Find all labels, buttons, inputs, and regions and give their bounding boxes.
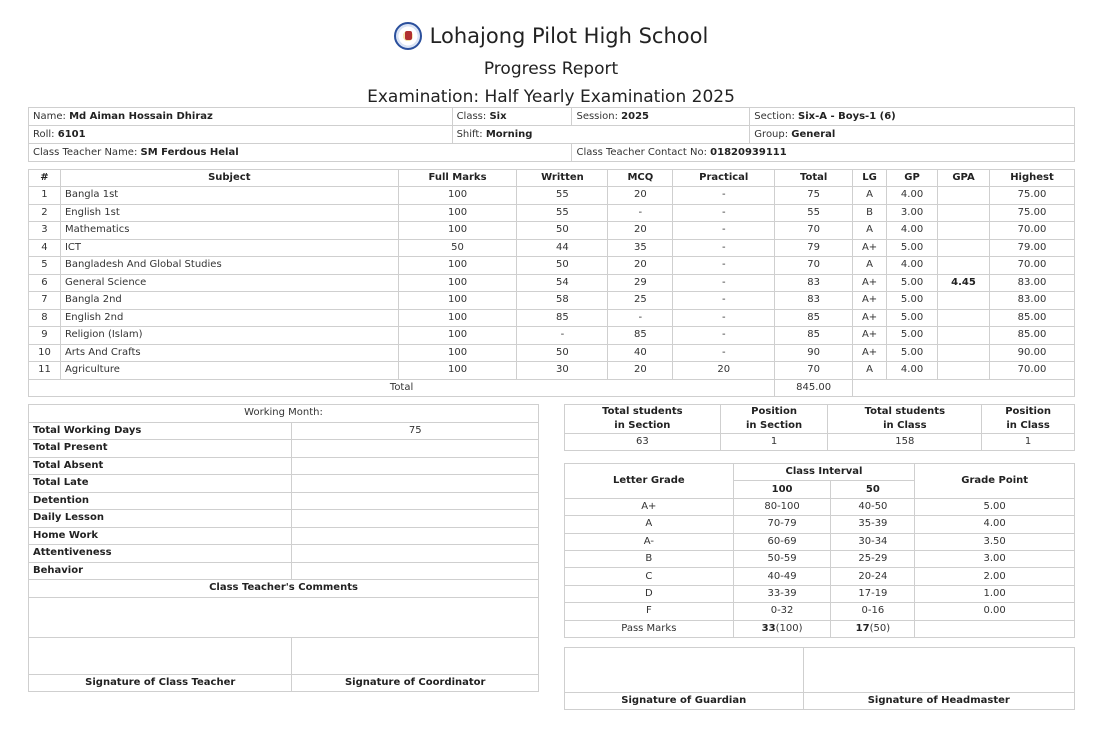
table-cell [938, 362, 990, 380]
grade-cell: 3.00 [915, 550, 1075, 567]
pass-marks-100: 33(100) [733, 620, 831, 637]
table-row [29, 292, 1075, 310]
table-cell [938, 344, 990, 362]
title-row [0, 18, 1102, 54]
comments-box [29, 597, 539, 637]
table-cell: 20 [608, 222, 673, 240]
table-cell: 100 [398, 274, 517, 292]
table-cell: 4.00 [887, 362, 938, 380]
teacher-signature-box [29, 637, 292, 674]
report-title: Progress Report [483, 59, 619, 79]
table-row [29, 327, 1075, 345]
guardian-signature-label: Signature of Guardian [565, 693, 804, 710]
table-cell [938, 204, 990, 222]
table-cell: - [673, 222, 775, 240]
table-cell [938, 292, 990, 310]
table-cell: 75 [775, 187, 853, 205]
grade-cell: 50-59 [733, 550, 831, 567]
signature-label-row [29, 674, 539, 692]
grade-point-header: Grade Point [915, 464, 1075, 499]
marks-header-6: Total [775, 170, 853, 187]
grade-cell: 3.50 [915, 533, 1075, 550]
table-cell: 3.00 [887, 204, 938, 222]
table-cell: 10 [29, 344, 61, 362]
attendance-label: Total Present [29, 440, 292, 458]
roll-cell: Roll: 6101 [29, 126, 453, 144]
table-cell: 20 [608, 187, 673, 205]
marks-header-1: Subject [60, 170, 398, 187]
attendance-table [28, 404, 539, 692]
grade-cell: 0-32 [733, 603, 831, 620]
table-cell: 58 [517, 292, 608, 310]
marks-header-9: GPA [938, 170, 990, 187]
signature-space-row [29, 637, 539, 674]
marks-table [28, 169, 1075, 397]
report-header [0, 18, 1102, 108]
table-cell: 50 [517, 257, 608, 275]
table-cell: 85 [775, 309, 853, 327]
position-value: 1 [720, 434, 828, 451]
marks-header-10: Highest [989, 170, 1074, 187]
guardian-headmaster-signatures [564, 647, 1075, 710]
attendance-value [292, 510, 539, 528]
table-cell: - [673, 274, 775, 292]
pass-marks-label: Pass Marks [565, 620, 734, 637]
attendance-label: Total Absent [29, 457, 292, 475]
grade-cell: 0-16 [831, 603, 915, 620]
table-cell: 70.00 [989, 362, 1074, 380]
table-cell: 40 [608, 344, 673, 362]
total-label: Total [29, 379, 775, 397]
table-cell: 5.00 [887, 344, 938, 362]
table-cell: 29 [608, 274, 673, 292]
attendance-row [29, 475, 539, 493]
table-cell: 5.00 [887, 309, 938, 327]
teacher-signature-label: Signature of Class Teacher [29, 674, 292, 692]
marks-header-4: MCQ [608, 170, 673, 187]
info-row [29, 108, 1075, 126]
table-cell: 4.00 [887, 222, 938, 240]
table-cell: 5.00 [887, 327, 938, 345]
table-cell [938, 187, 990, 205]
table-cell: 20 [673, 362, 775, 380]
table-cell: A+ [853, 239, 887, 257]
guardian-signature-box [565, 648, 804, 693]
table-cell: 54 [517, 274, 608, 292]
attendance-row [29, 545, 539, 563]
grade-row [565, 568, 1075, 585]
attendance-value [292, 475, 539, 493]
attendance-value: 75 [292, 422, 539, 440]
table-cell: 70.00 [989, 222, 1074, 240]
table-cell: 5 [29, 257, 61, 275]
comments-area [29, 597, 539, 637]
table-cell: 44 [517, 239, 608, 257]
table-cell: 35 [608, 239, 673, 257]
school-crest-icon [394, 22, 422, 50]
comments-header-row [29, 580, 539, 598]
position-header: Total students in Class [828, 405, 982, 434]
grade-cell: 25-29 [831, 550, 915, 567]
coordinator-signature-label: Signature of Coordinator [292, 674, 539, 692]
info-row [29, 144, 1075, 162]
table-row [29, 204, 1075, 222]
table-cell: A [853, 362, 887, 380]
table-cell: Bangla 2nd [60, 292, 398, 310]
table-cell: A [853, 222, 887, 240]
table-cell: 83.00 [989, 292, 1074, 310]
group-cell: Group: General [750, 126, 1075, 144]
table-row [29, 344, 1075, 362]
table-cell: 5.00 [887, 292, 938, 310]
grade-cell: 70-79 [733, 516, 831, 533]
table-cell: - [673, 327, 775, 345]
marks-header-8: GP [887, 170, 938, 187]
attendance-row [29, 457, 539, 475]
grade-cell: F [565, 603, 734, 620]
table-cell [938, 309, 990, 327]
grade-cell: 2.00 [915, 568, 1075, 585]
table-cell [938, 257, 990, 275]
position-header: Position in Class [982, 405, 1075, 434]
table-cell: English 1st [60, 204, 398, 222]
pass-marks-empty [915, 620, 1075, 637]
position-value: 158 [828, 434, 982, 451]
table-cell: - [673, 292, 775, 310]
attendance-value [292, 562, 539, 580]
table-cell: - [673, 239, 775, 257]
marks-header-7: LG [853, 170, 887, 187]
table-cell: B [853, 204, 887, 222]
table-cell: A+ [853, 344, 887, 362]
table-cell: 100 [398, 292, 517, 310]
total-value: 845.00 [775, 379, 853, 397]
table-cell: - [673, 309, 775, 327]
table-cell: 5.00 [887, 239, 938, 257]
grade-cell: 30-34 [831, 533, 915, 550]
table-cell: - [673, 257, 775, 275]
attendance-value [292, 527, 539, 545]
student-name-cell: Name: Md Aiman Hossain Dhiraz [29, 108, 453, 126]
table-row [29, 274, 1075, 292]
table-cell: 85.00 [989, 327, 1074, 345]
table-cell: Agriculture [60, 362, 398, 380]
table-cell: 90 [775, 344, 853, 362]
grade-cell: 60-69 [733, 533, 831, 550]
section-cell: Section: Six-A - Boys-1 (6) [750, 108, 1075, 126]
table-cell: 4.00 [887, 187, 938, 205]
working-month-label: Working Month: [29, 405, 539, 423]
table-cell: - [673, 187, 775, 205]
table-cell [938, 327, 990, 345]
grade-cell: A- [565, 533, 734, 550]
grade-cell: 40-50 [831, 498, 915, 515]
table-cell: A+ [853, 292, 887, 310]
session-cell: Session: 2025 [572, 108, 750, 126]
total-empty-cell [853, 379, 1075, 397]
table-cell: - [608, 204, 673, 222]
shift-cell: Shift: Morning [452, 126, 750, 144]
signature-space-row [565, 648, 1075, 693]
table-cell: English 2nd [60, 309, 398, 327]
attendance-row [29, 527, 539, 545]
coordinator-signature-box [292, 637, 539, 674]
grade-cell: A [565, 516, 734, 533]
table-cell: - [517, 327, 608, 345]
table-cell [938, 222, 990, 240]
table-cell: A [853, 187, 887, 205]
position-header: Total students in Section [565, 405, 721, 434]
attendance-row [29, 440, 539, 458]
table-cell: 100 [398, 222, 517, 240]
attendance-label: Detention [29, 492, 292, 510]
attendance-value [292, 492, 539, 510]
interval-50-header: 50 [831, 481, 915, 498]
table-cell: 50 [517, 344, 608, 362]
attendance-label: Daily Lesson [29, 510, 292, 528]
attendance-label: Total Late [29, 475, 292, 493]
grade-row [565, 550, 1075, 567]
marks-header-row [29, 170, 1075, 187]
position-header-row [565, 405, 1075, 434]
attendance-row [29, 562, 539, 580]
table-cell: 85 [775, 327, 853, 345]
grade-row [565, 533, 1075, 550]
table-cell: 4 [29, 239, 61, 257]
table-cell: 2 [29, 204, 61, 222]
pass-marks-row [565, 620, 1075, 637]
student-info-table [28, 107, 1075, 162]
table-cell: 25 [608, 292, 673, 310]
exam-title: Examination: Half Yearly Examination 2025 [367, 87, 735, 107]
position-table [564, 404, 1075, 451]
grade-cell: B [565, 550, 734, 567]
table-cell: - [673, 204, 775, 222]
table-cell: 70.00 [989, 257, 1074, 275]
attendance-label: Attentiveness [29, 545, 292, 563]
table-cell: 3 [29, 222, 61, 240]
table-cell: 8 [29, 309, 61, 327]
class-cell: Class: Six [452, 108, 572, 126]
table-cell: General Science [60, 274, 398, 292]
table-row [29, 239, 1075, 257]
table-cell: 100 [398, 309, 517, 327]
grade-cell: A+ [565, 498, 734, 515]
grade-cell: 4.00 [915, 516, 1075, 533]
grade-cell: 35-39 [831, 516, 915, 533]
grade-cell: C [565, 568, 734, 585]
grade-row [565, 603, 1075, 620]
table-row [29, 222, 1075, 240]
position-header: Position in Section [720, 405, 828, 434]
table-cell: 50 [517, 222, 608, 240]
table-row [29, 187, 1075, 205]
grade-cell: 17-19 [831, 585, 915, 602]
attendance-label: Behavior [29, 562, 292, 580]
table-cell: 50 [398, 239, 517, 257]
attendance-row [29, 492, 539, 510]
marks-header-3: Written [517, 170, 608, 187]
table-cell: 100 [398, 362, 517, 380]
table-cell: 30 [517, 362, 608, 380]
table-cell: 70 [775, 257, 853, 275]
table-cell: 1 [29, 187, 61, 205]
table-cell: 100 [398, 327, 517, 345]
table-cell: 75.00 [989, 187, 1074, 205]
table-row [29, 362, 1075, 380]
pass-marks-50: 17(50) [831, 620, 915, 637]
grade-cell: 80-100 [733, 498, 831, 515]
grade-cell: 40-49 [733, 568, 831, 585]
table-cell: 85.00 [989, 309, 1074, 327]
table-cell: 100 [398, 204, 517, 222]
position-values-row [565, 434, 1075, 451]
table-cell: 70 [775, 362, 853, 380]
grade-cell: 5.00 [915, 498, 1075, 515]
table-cell: Religion (Islam) [60, 327, 398, 345]
table-cell: 11 [29, 362, 61, 380]
marks-header-5: Practical [673, 170, 775, 187]
attendance-row [29, 422, 539, 440]
attendance-label: Total Working Days [29, 422, 292, 440]
table-cell: 4.45 [938, 274, 990, 292]
school-name: Lohajong Pilot High School [429, 24, 709, 48]
attendance-value [292, 457, 539, 475]
table-cell: 83 [775, 292, 853, 310]
interval-100-header: 100 [733, 481, 831, 498]
table-cell: - [673, 344, 775, 362]
table-cell: 5.00 [887, 274, 938, 292]
table-cell: A+ [853, 327, 887, 345]
table-cell: Bangla 1st [60, 187, 398, 205]
table-cell: 100 [398, 344, 517, 362]
table-cell: 75.00 [989, 204, 1074, 222]
table-cell: 85 [517, 309, 608, 327]
table-cell: 4.00 [887, 257, 938, 275]
working-month-row [29, 405, 539, 423]
attendance-row [29, 510, 539, 528]
teacher-name-cell: Class Teacher Name: SM Ferdous Helal [29, 144, 572, 162]
table-cell: 55 [517, 187, 608, 205]
grade-row [565, 585, 1075, 602]
grade-cell: 20-24 [831, 568, 915, 585]
grade-row [565, 516, 1075, 533]
table-cell: 79.00 [989, 239, 1074, 257]
table-cell: 100 [398, 187, 517, 205]
table-cell: 83.00 [989, 274, 1074, 292]
table-cell: Bangladesh And Global Studies [60, 257, 398, 275]
table-cell: 55 [775, 204, 853, 222]
grade-cell: D [565, 585, 734, 602]
grade-row [565, 498, 1075, 515]
table-cell: 9 [29, 327, 61, 345]
position-value: 63 [565, 434, 721, 451]
table-cell: 83 [775, 274, 853, 292]
table-cell: 100 [398, 257, 517, 275]
info-row [29, 126, 1075, 144]
headmaster-signature-box [803, 648, 1074, 693]
attendance-value [292, 545, 539, 563]
grade-cell: 0.00 [915, 603, 1075, 620]
grade-cell: 1.00 [915, 585, 1075, 602]
grading-table [564, 463, 1075, 638]
table-cell: 90.00 [989, 344, 1074, 362]
table-row [29, 257, 1075, 275]
headmaster-signature-label: Signature of Headmaster [803, 693, 1074, 710]
table-cell: - [608, 309, 673, 327]
table-cell: A+ [853, 274, 887, 292]
table-cell: 85 [608, 327, 673, 345]
marks-total-row [29, 379, 1075, 397]
table-cell: ICT [60, 239, 398, 257]
grading-header-row [565, 464, 1075, 481]
marks-header-0: # [29, 170, 61, 187]
grade-cell: 33-39 [733, 585, 831, 602]
letter-grade-header: Letter Grade [565, 464, 734, 499]
class-interval-header: Class Interval [733, 464, 915, 481]
table-cell: 55 [517, 204, 608, 222]
table-cell: 6 [29, 274, 61, 292]
marks-header-2: Full Marks [398, 170, 517, 187]
attendance-label: Home Work [29, 527, 292, 545]
table-cell: 7 [29, 292, 61, 310]
table-cell [938, 239, 990, 257]
table-cell: 20 [608, 257, 673, 275]
table-cell: 20 [608, 362, 673, 380]
table-cell: 70 [775, 222, 853, 240]
signature-label-row [565, 693, 1075, 710]
table-cell: Mathematics [60, 222, 398, 240]
teacher-contact-cell: Class Teacher Contact No: 01820939111 [572, 144, 1075, 162]
table-row [29, 309, 1075, 327]
comments-label: Class Teacher's Comments [29, 580, 539, 598]
table-cell: Arts And Crafts [60, 344, 398, 362]
table-cell: 79 [775, 239, 853, 257]
attendance-value [292, 440, 539, 458]
table-cell: A+ [853, 309, 887, 327]
table-cell: A [853, 257, 887, 275]
position-value: 1 [982, 434, 1075, 451]
